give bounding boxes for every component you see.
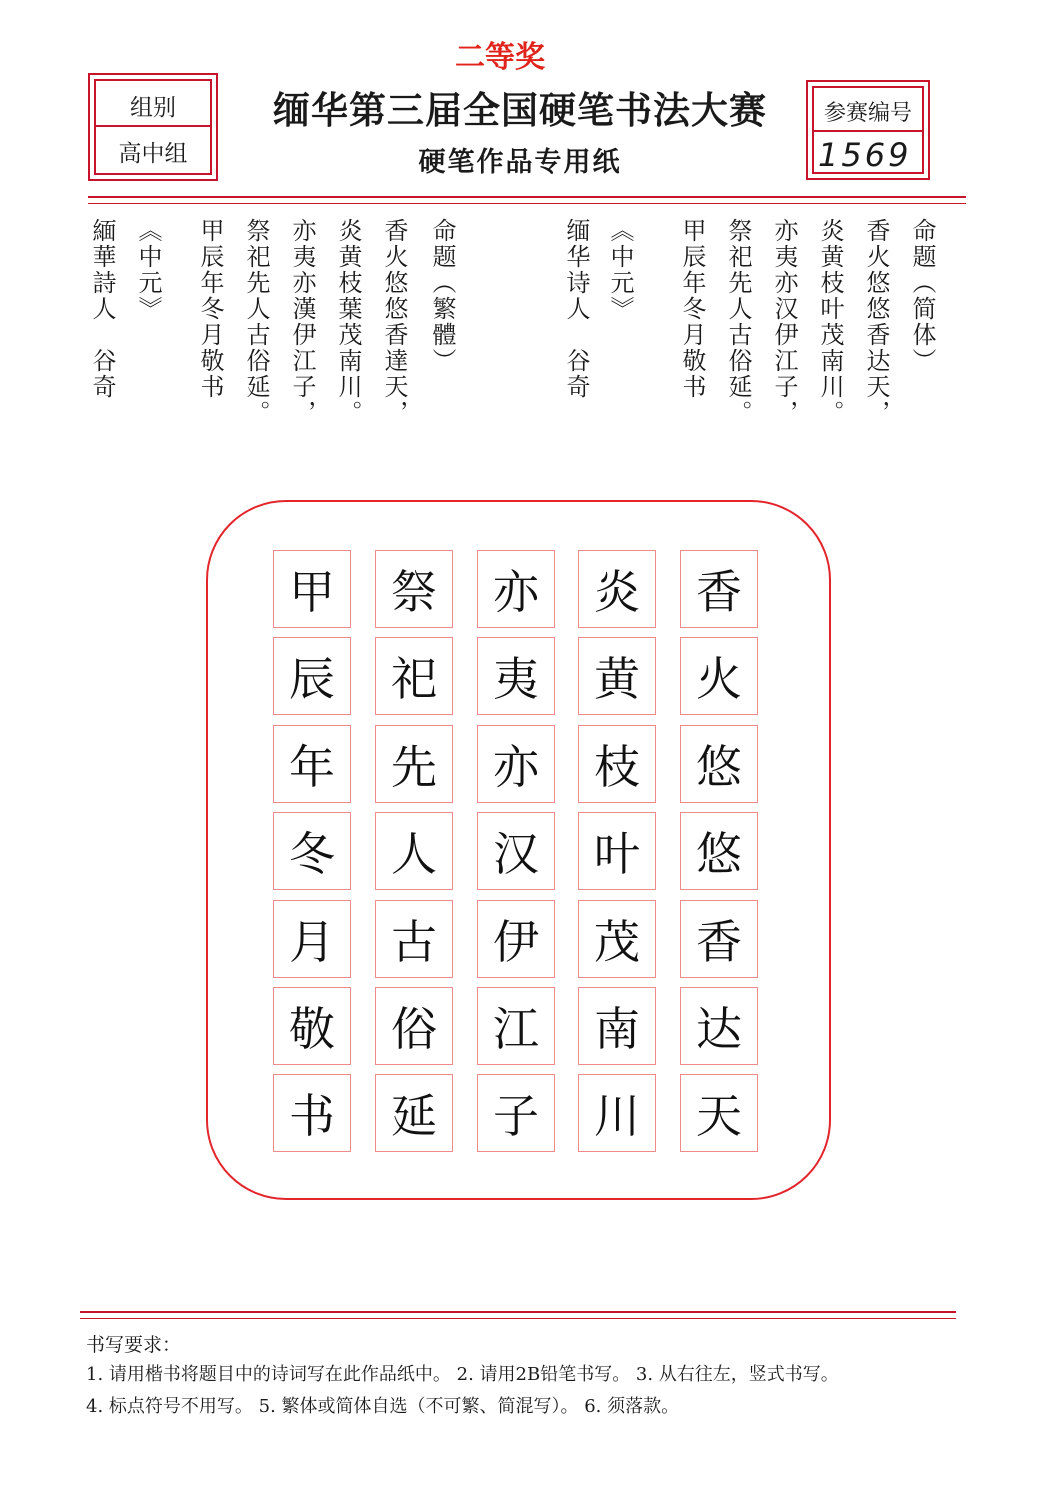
- prompt-simp-line-1: 香火悠悠香达天，: [862, 218, 890, 426]
- prompt-trad-line-3: 亦夷亦漢伊江子，: [288, 218, 316, 426]
- grid-cell: 延: [375, 1074, 453, 1152]
- requirements-title: 书写要求：: [86, 1334, 182, 1356]
- header-rule-thin: [88, 203, 966, 204]
- grid-cell: 达: [680, 987, 758, 1065]
- group-box: [88, 73, 218, 181]
- group-value: 高中组: [118, 141, 188, 167]
- prompt-simp-author: 缅华诗人 谷奇: [562, 218, 590, 400]
- grid-cell: 亦: [477, 550, 555, 628]
- grid-cell: 香: [680, 550, 758, 628]
- grid-cell: 枝: [578, 725, 656, 803]
- contest-title: 缅华第三届全国硬笔书法大赛: [273, 88, 767, 132]
- grid-cell: 辰: [273, 637, 351, 715]
- grid-cell: 敬: [273, 987, 351, 1065]
- grid-cell: 伊: [477, 900, 555, 978]
- footer-rule: [80, 1311, 956, 1313]
- grid-cell: 天: [680, 1074, 758, 1152]
- grid-cell: 悠: [680, 812, 758, 890]
- grid-cell: 月: [273, 900, 351, 978]
- grid-cell: 南: [578, 987, 656, 1065]
- grid-cell: 祭: [375, 550, 453, 628]
- prompt-trad-line-4: 祭祀先人古俗延。: [242, 218, 270, 426]
- grid-cell: 祀: [375, 637, 453, 715]
- prompt-simp-line-2: 炎黄枝叶茂南川。: [816, 218, 844, 426]
- grid-cell: 书: [273, 1074, 351, 1152]
- footer-rule-thin: [80, 1318, 956, 1319]
- grid-cell: 夷: [477, 637, 555, 715]
- header-rule: [88, 196, 966, 198]
- prompt-simp-line-4: 祭祀先人古俗延。: [724, 218, 752, 426]
- prompt-trad-line-1: 香火悠悠香達天，: [380, 218, 408, 426]
- prompt-simp-poem-title: 《中元》: [606, 218, 634, 322]
- grid-cell: 悠: [680, 725, 758, 803]
- grid-cell: 古: [375, 900, 453, 978]
- entry-number-box: [806, 80, 930, 180]
- prompt-trad-poem-title: 《中元》: [134, 218, 162, 322]
- grid-cell: 江: [477, 987, 555, 1065]
- grid-cell: 汉: [477, 812, 555, 890]
- grid-cell: 茂: [578, 900, 656, 978]
- grid-cell: 香: [680, 900, 758, 978]
- entry-number-value: 1569: [818, 136, 912, 174]
- grid-cell: 火: [680, 637, 758, 715]
- grid-cell: 俗: [375, 987, 453, 1065]
- entry-number-label: 参赛编号: [823, 101, 912, 126]
- prompt-trad-heading: 命题（繁體）: [428, 218, 456, 374]
- grid-cell: 黄: [578, 637, 656, 715]
- prompt-trad-line-2: 炎黄枝葉茂南川。: [334, 218, 362, 426]
- grid-cell: 子: [477, 1074, 555, 1152]
- grid-cell: 冬: [273, 812, 351, 890]
- prompt-simp-heading: 命题（简体）: [908, 218, 936, 374]
- grid-cell: 人: [375, 812, 453, 890]
- grid-cell: 叶: [578, 812, 656, 890]
- grid-cell: 川: [578, 1074, 656, 1152]
- grid-cell: 甲: [273, 550, 351, 628]
- prompt-simp-line-3: 亦夷亦汉伊江子，: [770, 218, 798, 426]
- grid-cell: 亦: [477, 725, 555, 803]
- grid-cell: 先: [375, 725, 453, 803]
- grid-cell: 年: [273, 725, 351, 803]
- prompt-trad-author: 緬華詩人 谷奇: [88, 218, 116, 400]
- prompt-trad-line-5: 甲辰年冬月敬书: [196, 218, 224, 400]
- paper-subtitle: 硬笔作品专用纸: [418, 147, 622, 178]
- grid-cell: 炎: [578, 550, 656, 628]
- prompt-simp-line-5: 甲辰年冬月敬书: [678, 218, 706, 400]
- group-label: 组别: [130, 95, 176, 121]
- award-label: 二等奖: [455, 40, 545, 75]
- requirements-line-1: 1. 请用楷书将题目中的诗词写在此作品纸中。 2. 请用2B铅笔书写。 3. 从右往左，竖式书写。: [86, 1364, 839, 1385]
- requirements-line-2: 4. 标点符号不用写。 5. 繁体或简体自选（不可繁、简混写）。 6. 须落款。: [86, 1396, 680, 1417]
